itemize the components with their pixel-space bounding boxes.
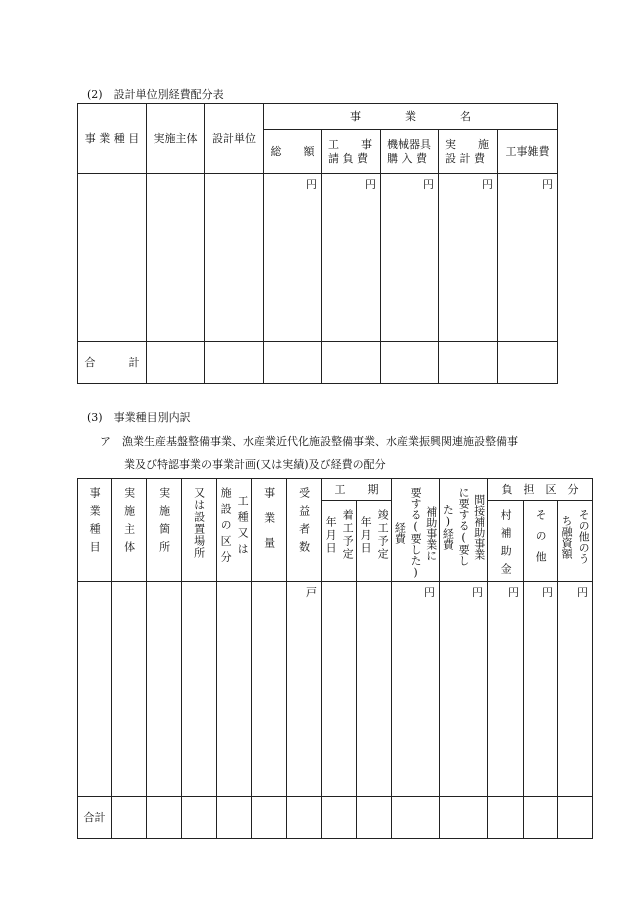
header-project-name: 事 業 名 (264, 104, 558, 130)
header-contract (322, 130, 381, 174)
total-row (78, 342, 558, 384)
unit-yen: 円 (440, 582, 488, 797)
header-machine-line1: 機械器具 (387, 137, 431, 151)
header-machine (381, 130, 439, 174)
unit-yen: 円 (381, 174, 439, 342)
total-label: 合計 (78, 797, 112, 839)
unit-yen: 円 (392, 582, 440, 797)
header-design (439, 130, 498, 174)
col-end-date: 年月日 (359, 515, 373, 555)
unit-yen: 円 (488, 582, 524, 797)
header-body: 実施主体 (147, 104, 205, 174)
col-indirect-c: 間接補助事業 (472, 493, 486, 560)
col-type: 工種又は (236, 495, 250, 559)
section3-subheading-line1: ア 漁業生産基盤整備事業、水産業近代化施設整備事業、水産業振興関連施設整備事 (100, 435, 518, 448)
col-beneficiaries: 受益者数 (287, 479, 322, 582)
unit-yen: 円 (524, 582, 558, 797)
header-kind: 事 業 種 目 (78, 104, 147, 174)
col-indirect-a: た)経費 (441, 503, 455, 550)
col-kind: 事業種目 (78, 479, 112, 582)
col-loan (558, 501, 593, 582)
unit-yen: 円 (498, 174, 558, 342)
total-label: 合 計 (78, 342, 147, 384)
unit-yen: 円 (558, 582, 593, 797)
col-subsidy-c: 補助事業に (424, 505, 438, 561)
col-loan-b: その他のう (577, 509, 591, 564)
total-row (78, 797, 593, 839)
header-total: 総 額 (264, 130, 322, 174)
col-subsidy-b: 要する(要した) (409, 487, 423, 579)
unit-yen: 円 (439, 174, 498, 342)
col-loan-a: ち融資額 (560, 514, 574, 559)
col-type-class (217, 479, 252, 582)
col-place: 実施箇所 (147, 479, 182, 582)
col-start-plan: 着工予定 (341, 509, 355, 561)
col-start-date: 年月日 (324, 515, 338, 555)
col-subsidy (392, 479, 440, 582)
header-design-line1: 実 施 (445, 137, 489, 151)
header-contract-line1: 工 事 (328, 137, 372, 151)
col-period: 工 期 (322, 479, 392, 501)
table-row (78, 174, 558, 342)
header-design-line2: 設 計 費 (445, 151, 485, 165)
col-subsidy-a: 経費 (393, 522, 407, 544)
col-site: 又は設置場所 (182, 479, 217, 582)
unit-household: 戸 (287, 582, 322, 797)
col-indirect-b: に要する(要し (457, 487, 471, 566)
project-breakdown-table (77, 478, 593, 839)
col-class: 施設の区分 (219, 487, 233, 567)
col-body: 実施主体 (112, 479, 147, 582)
col-end-plan: 竣工予定 (376, 509, 390, 561)
header-design-unit: 設計単位 (205, 104, 264, 174)
cost-allocation-table (77, 103, 558, 384)
unit-yen: 円 (264, 174, 322, 342)
header-misc: 工事雑費 (498, 130, 558, 174)
col-end (357, 501, 392, 582)
col-volume: 事業量 (252, 479, 287, 582)
section3-subheading-line2: 業及び特認事業の事業計画(又は実績)及び経費の配分 (124, 458, 386, 471)
col-other: その他 (524, 501, 558, 582)
section3-heading: (3) 事業種目別内訳 (87, 411, 191, 424)
header-contract-line2: 請 負 費 (328, 151, 368, 165)
col-start (322, 501, 357, 582)
table-row (78, 582, 593, 797)
header-machine-line2: 購 入 費 (387, 151, 427, 165)
unit-yen: 円 (322, 174, 381, 342)
col-indirect (440, 479, 488, 582)
section2-heading: (2) 設計単位別経費配分表 (87, 88, 224, 101)
col-burden: 負 担 区 分 (488, 479, 593, 501)
col-village: 村補助金 (488, 501, 524, 582)
